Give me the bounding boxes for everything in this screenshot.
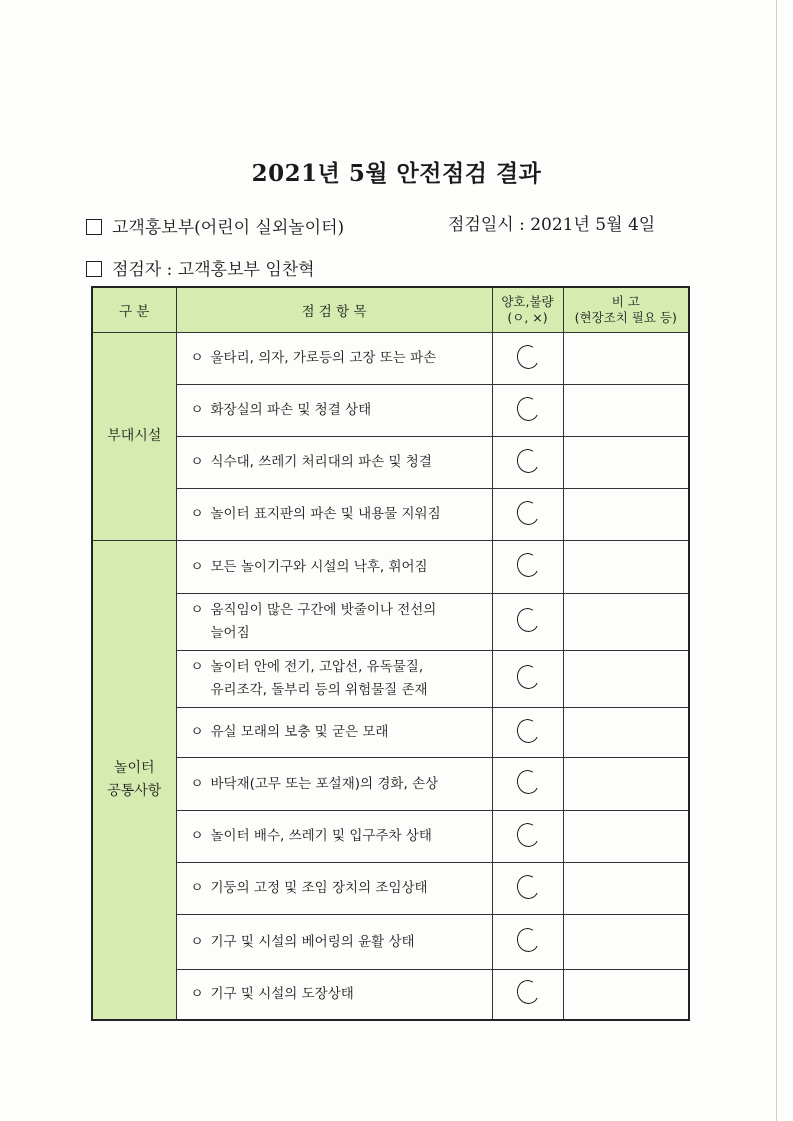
remarks-cell — [563, 333, 689, 385]
handwritten-circle-icon — [514, 498, 541, 527]
table-row — [92, 758, 689, 811]
handwritten-circle-icon — [514, 978, 541, 1007]
result-cell — [492, 333, 563, 385]
header-result — [492, 287, 563, 333]
bullet: ㅇ — [190, 724, 204, 740]
item-cell — [176, 437, 492, 489]
remarks-cell — [563, 541, 689, 594]
department-text: 고객홍보부(어린이 실외놀이터) — [112, 218, 345, 238]
result-cell — [492, 708, 563, 758]
remarks-cell — [563, 651, 689, 708]
bullet: ㅇ — [190, 659, 204, 675]
handwritten-circle-icon — [514, 606, 541, 635]
handwritten-circle-icon — [514, 820, 541, 849]
table-row — [92, 541, 689, 594]
item-text: 기구 및 시설의 베어링의 윤활 상태 — [210, 933, 415, 950]
table-row — [92, 708, 689, 758]
item-text: 기구 및 시설의 도장상태 — [210, 985, 354, 1002]
handwritten-circle-icon — [514, 926, 541, 955]
category-line1: 놀이터 — [113, 759, 155, 776]
item-cell — [176, 915, 492, 970]
inspector-text: 점검자 : 고객홍보부 임찬혁 — [112, 260, 315, 280]
remarks-cell — [563, 863, 689, 915]
inspection-table — [91, 286, 690, 1021]
table-row — [92, 489, 689, 541]
item-cell — [176, 489, 492, 541]
handwritten-circle-icon — [514, 551, 541, 580]
remarks-cell — [563, 594, 689, 651]
result-cell — [492, 541, 563, 594]
bullet: ㅇ — [190, 985, 204, 1002]
item-cell — [176, 863, 492, 915]
category-line2: 공통사항 — [107, 782, 162, 799]
table-header-row — [92, 287, 689, 333]
result-cell — [492, 970, 563, 1020]
item-cell — [176, 758, 492, 811]
result-cell — [492, 437, 563, 489]
bullet: ㅇ — [190, 880, 204, 896]
department-line — [86, 213, 344, 238]
table-row — [92, 863, 689, 915]
result-cell — [492, 594, 563, 651]
table-row — [92, 915, 689, 970]
table-row — [92, 811, 689, 863]
header-remarks — [563, 287, 689, 333]
remarks-cell — [563, 915, 689, 970]
remarks-cell — [563, 385, 689, 437]
item-text: 식수대, 쓰레기 처리대의 파손 및 청결 — [210, 454, 432, 470]
remarks-cell — [563, 489, 689, 541]
item-cell — [176, 651, 492, 708]
result-cell — [492, 811, 563, 863]
remarks-cell — [563, 970, 689, 1020]
table-row — [92, 385, 689, 437]
handwritten-circle-icon — [514, 716, 541, 745]
bullet: ㅇ — [190, 402, 204, 418]
item-text: 화장실의 파손 및 청결 상태 — [210, 402, 372, 418]
item-cell — [176, 385, 492, 437]
remarks-cell — [563, 811, 689, 863]
table-row — [92, 594, 689, 651]
table-row — [92, 970, 689, 1020]
bullet: ㅇ — [190, 506, 204, 522]
header-remarks-line1: 비 고 — [611, 294, 640, 309]
bullet: ㅇ — [190, 775, 204, 792]
remarks-cell — [563, 437, 689, 489]
bullet: ㅇ — [190, 933, 204, 950]
item-text: 유실 모래의 보충 및 굳은 모래 — [210, 724, 389, 740]
result-cell — [492, 385, 563, 437]
header-result-line1: 양호,불량 — [501, 294, 554, 309]
item-text-line2: 늘어짐 — [210, 625, 250, 641]
item-text: 울타리, 의자, 가로등의 고장 또는 파손 — [210, 350, 437, 366]
checkbox-icon — [86, 261, 102, 277]
category-cell: 부대시설 — [92, 333, 176, 541]
item-text: 움직임이 많은 구간에 밧줄이나 전선의 — [210, 602, 437, 618]
item-cell — [176, 970, 492, 1020]
result-cell — [492, 758, 563, 811]
remarks-cell — [563, 758, 689, 811]
item-text: 놀이터 안에 전기, 고압선, 유독물질, — [210, 659, 424, 675]
bullet: ㅇ — [190, 602, 204, 618]
result-cell — [492, 651, 563, 708]
item-cell — [176, 708, 492, 758]
handwritten-circle-icon — [514, 446, 541, 475]
bullet: ㅇ — [190, 558, 204, 575]
checkbox-icon — [86, 219, 102, 235]
bullet: ㅇ — [190, 828, 204, 844]
item-text: 놀이터 배수, 쓰레기 및 입구주차 상태 — [210, 828, 432, 844]
header-category: 구 분 — [92, 287, 176, 333]
inspector-line — [86, 255, 315, 280]
page-title: 2021년 5월 안전점검 결과 — [251, 160, 542, 187]
header-remarks-line2: (현장조치 필요 등) — [574, 310, 677, 325]
category-cell — [92, 541, 176, 1020]
handwritten-circle-icon — [514, 394, 541, 423]
header-items: 점 검 항 목 — [176, 287, 492, 333]
handwritten-circle-icon — [514, 768, 541, 797]
item-text: 기둥의 고정 및 조임 장치의 조임상태 — [210, 880, 428, 896]
remarks-cell — [563, 708, 689, 758]
item-text-line2: 유리조각, 돌부리 등의 위험물질 존재 — [210, 682, 428, 698]
table-row — [92, 437, 689, 489]
item-text: 모든 놀이기구와 시설의 낙후, 휘어짐 — [210, 558, 428, 575]
result-cell — [492, 915, 563, 970]
header-result-line2: (ㅇ, ×) — [507, 310, 548, 325]
item-text: 놀이터 표지판의 파손 및 내용물 지워짐 — [210, 506, 441, 522]
handwritten-circle-icon — [514, 342, 541, 371]
bullet: ㅇ — [190, 454, 204, 470]
result-cell — [492, 489, 563, 541]
handwritten-circle-icon — [514, 663, 541, 692]
item-cell — [176, 541, 492, 594]
item-cell — [176, 333, 492, 385]
item-text: 바닥재(고무 또는 포설재)의 경화, 손상 — [210, 775, 439, 792]
result-cell — [492, 863, 563, 915]
item-cell — [176, 594, 492, 651]
table-row — [92, 333, 689, 385]
handwritten-circle-icon — [514, 872, 541, 901]
table-row — [92, 651, 689, 708]
bullet: ㅇ — [190, 350, 204, 366]
inspection-date: 점검일시 : 2021년 5월 4일 — [448, 215, 656, 235]
item-cell — [176, 811, 492, 863]
